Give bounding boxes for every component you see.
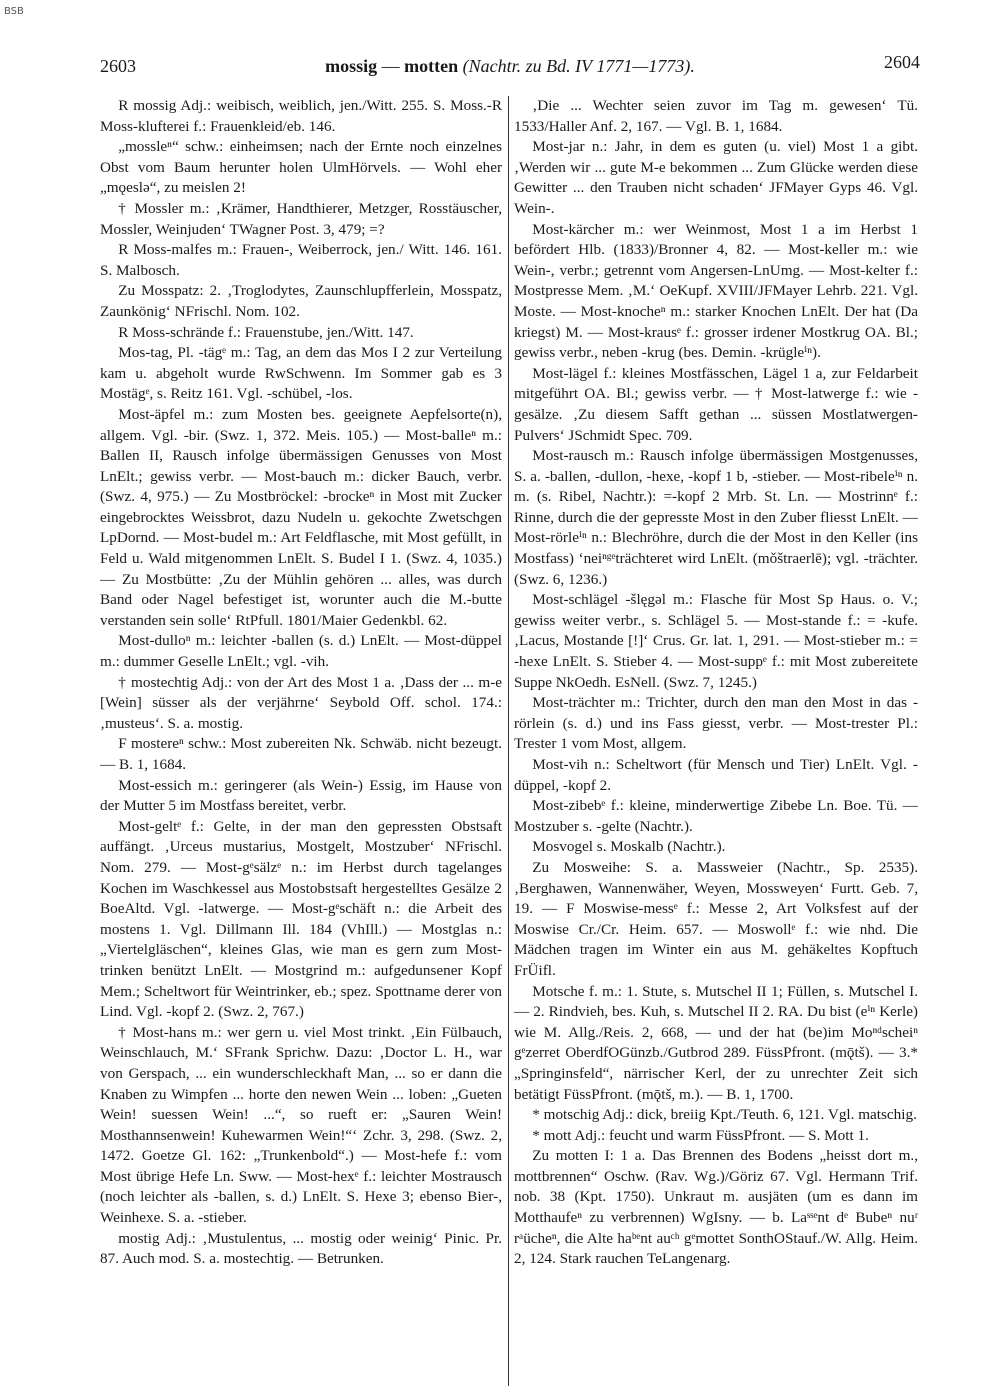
- entry: Most-rausch m.: Rausch infolge übermässigen Mostgenusses, S. a. -ballen, -dullon, -hexe, -kopf 1 b, -stieber. — Most-ribeleⁱⁿ n. m. (s. Ribel, Nachtr.): =-kopf 2 Mrb. St. Ln. — Mostrinnᵉ f.: Rinne, durch die der gepresste Most in den Zuber fliesst LnElt. — Most-rörleⁱⁿ n.: Blechröhre, durch die der Most in den Keller (ins Mostfass) ‘neiⁿᵍᵉträchteret wird LnElt. (mǒštraerlē); vgl. -trächter. (Swz. 6, 1236.): [514, 447, 918, 588]
- entry: R mossig Adj.: weibisch, weiblich, jen./Witt. 255. S. Moss.-R Moss-klufterei f.: Frauenkleid/eb. 146.: [100, 97, 502, 135]
- entry: „mossleⁿ“ schw.: einheimsen; nach der Ernte noch einzelnes Obst vom Baum herunter holen UlmHörvels. — Wohl eher „mǫeslə“, zu meislen 2!: [100, 138, 502, 197]
- entry: Most-zibebᵉ f.: kleine, minderwertige Zibebe Ln. Boe. Tü. — Mostzuber s. -gelte (Nachtr.).: [514, 797, 918, 835]
- page-number-right: 2604: [884, 52, 920, 72]
- entry: Most-kärcher m.: wer Weinmost, Most 1 a im Herbst 1 befördert Hlb. (1833)/Bronner 4, 82. — Most-keller m.: wie Wein-, verbr.; getrennt vom Angersen-LnUmg. — Most-kelter f.: Mostpresse Mem. ‚M.‘ OeKupf. XVIII/JFMayer Lehrb. 221. Vgl. Moste. — Most-knocheⁿ m.: starker Knochen LnElt. Der hat (Da kriegst) M. — Most-krausᵉ f.: grosser irdener Mostkrug OA. Bl.; gewiss verbr., neben -krug (bes. Demin. -krügleⁱⁿ).: [514, 220, 918, 362]
- entry: Most-jar n.: Jahr, in dem es guten (u. viel) Most 1 a gibt. ‚Werden wir ... gute M-e bekommen ... Zum Glücke werden diese Gewitter ... den Trauben nicht schaden‘ JFMayer Gyps 46. Vgl. Wein-.: [514, 138, 918, 217]
- running-head-note: (Nachtr. zu Bd. IV 1771—1773).: [462, 56, 695, 76]
- running-head: [100, 56, 920, 77]
- entry: † mostechtig Adj.: von der Art des Most 1 a. ‚Dass der ... m-e [Wein] süsser als der verjährne‘ Seybold Off. schol. 174.: ‚musteus‘. S. a. mostig.: [100, 673, 502, 732]
- entry: R Moss-schrände f.: Frauenstube, jen./Witt. 147.: [118, 323, 414, 341]
- entry: † Mossler m.: ‚Krämer, Handthierer, Metzger, Rosstäuscher, Mossler, Weinjuden‘ TWagner Post. 3, 479; =?: [100, 199, 502, 238]
- entry: Zu Mosweihe: S. a. Massweier (Nachtr., Sp. 2535). ‚Berghawen, Wannenwäher, Weyen, Mossweyen‘ Furtt. Geb. 7, 19. — F Moswise-messᵉ f.: Messe 2, Art Volksfest auf der Moswise Cr./Cr. Heim. 657. — Moswollᵉ f.: wie nhd. Die Mädchen tragen im Winter ein aus M. gehäkeltes Kopftuch FrÜifl.: [514, 858, 918, 979]
- entry: Mosvogel s. Moskalb (Nachtr.).: [532, 838, 726, 856]
- entry: F mostereⁿ schw.: Most zubereiten Nk. Schwäb. nicht bezeugt. — B. 1, 1684.: [100, 735, 502, 773]
- entry: † Most-hans m.: wer gern u. viel Most trinkt. ‚Ein Fülbauch, Weinschlauch, M.‘ SFrank Sprichw. Dazu: ‚Doctor L. H., war von Gerspach, ... ein wunderschleckhaft Man, ... so er dann die Knaben zu Wimpfen ... horte den newen Wein ... loben: „Gueten Wein! suessen Wein! ...“, so rueft er: „Sauren Wein! Mosthannsenwein! Kuhewarmen Wein!“‘ Zchr. 3, 298. (Swz. 2, 1472. Goetze Gl. 162: „Trunkenbold“.) — Most-hefe f.: vom Most übrige Hefe Ln. Sww. — Most-hexᵉ f.: leichter Mostrausch (noch leichter als -ballen, s. d.) LnElt. S. Hexe 3; ebenso Bier-, Weinhexe. S. a. -stieber.: [100, 1023, 502, 1227]
- page-header: [100, 52, 920, 78]
- entry: Zu Mosspatz: 2. ‚Troglodytes, Zaunschlupfferlein, Mosspatz, Zaunkönig‘ NFrischl. Nom. 102.: [100, 282, 502, 320]
- entry: Most-schlägel -šlęgəl m.: Flasche für Most Sp Haus. o. V.; gewiss weiter verbr., s. Schlägel 5. — Most-stande f.: = -kufe. ‚Lacus, Mostande [!]‘ Crus. Gr. lat. 1, 291. — Most-stieber m.: = -hexe LnElt. S. Stieber 4. — Most-suppᵉ f.: mit Most zubereitete Suppe NkOedh. EsNell. (Swz. 7, 1245.): [514, 591, 918, 691]
- entry: Most-lägel f.: kleines Mostfässchen, Lägel 1 a, zur Feldarbeit mitgeführt OA. Bl.; gewiss verbr. — † Most-latwerge f.: wie -gesälze. ‚Zu diesem Safft gethan ... süssen Mostlatwergen-Pulvers‘ JSchmidt Spec. 709.: [514, 364, 918, 444]
- right-column: [514, 96, 918, 1386]
- headword-from: mossig: [325, 56, 378, 76]
- entry: Most-dulloⁿ m.: leichter -ballen (s. d.) LnElt. — Most-düppel m.: dummer Geselle LnElt.; vgl. -vih.: [100, 632, 502, 671]
- entry: * mott Adj.: feucht und warm FüssPfront. — S. Mott 1.: [532, 1126, 869, 1144]
- running-head-dash: —: [381, 56, 400, 76]
- headword-to: motten: [404, 56, 459, 76]
- entry: Most-vih n.: Scheltwort (für Mensch und Tier) LnElt. Vgl. -düppel, -kopf 2.: [514, 756, 918, 794]
- entry: Zu motten I: 1 a. Das Brennen des Bodens „heisst dort m., mottbrennen“ Oschw. (Rav. Wg.)/Göriz 67. Vgl. Hermann Trif. nob. 38 (Kpt. 1750). Unkraut m. ausjäten (um es dann im Motthaufeⁿ zu verbrennen) WgIsny. — b. Laˢˢᵉnt dᵉ Bubeⁿ nuʳ rᵃücheⁿ, die Alte haᵇᵉnt auᶜʰ gᵉmottet SonthOStauf./W. Allg. Heim. 2, 124. Stark rauchen TeLangenarg.: [514, 1147, 918, 1268]
- entry: mostig Adj.: ‚Mustulentus, ... mostig oder weinig‘ Pinic. Pr. 87. Auch mod. S. a. mostechtig. — Betrunken.: [100, 1229, 502, 1268]
- entry: Most-trächter m.: Trichter, durch den man den Most in das -rörlein (s. d.) und ins Fass giesst, verbr. — Most-trester Pl.: Trester 1 vom Most, allgem.: [514, 694, 918, 753]
- entry: Most-geltᵉ f.: Gelte, in der man den gepressten Obstsaft auffängt. ‚Urceus mustarius, Mostgelt, Mostzuber‘ NFrischl. Nom. 279. — Most-gᵉsälzᵉ n.: im Herbst durch tagelanges Kochen im Waschkessel aus Mostobstsaft hergestelltes Gesälze 2 BoeAltd. Vgl. -latwerge. — Most-gᵉschäft n.: die Arbeit des mostens 1. Vgl. Dillmann Ill. 184 (VhIll.) — Mostglas n.: „Viertelgläschen“, kleines Glas, wie man es gern zum Most-trinken benützt LnElt. — Mostgrind m.: aufgedunsener Kopf Mem.; Scheltwort für Weintrinker, eb.; spez. Spottname derer von Lind. Vgl. -kopf 2. (Swz. 2, 767.): [100, 817, 502, 1021]
- entry: Most-essich m.: geringerer (als Wein-) Essig, im Hause von der Mutter 5 im Mostfass bereitet, verbr.: [100, 776, 502, 815]
- entry: Mos-tag, Pl. -tägᵉ m.: Tag, an dem das Mos I 2 zur Verteilung kam u. abgeholt wurde RwSchwenn. Im Sommer gab es 3 Mostägᵉ, s. Reitz 161. Vgl. -schübel, -los.: [100, 344, 502, 403]
- left-column: [100, 96, 502, 1386]
- entry: * motschig Adj.: dick, breiig Kpt./Teuth. 6, 121. Vgl. matschig.: [532, 1106, 917, 1124]
- column-divider: [508, 96, 509, 1386]
- entry: ‚Die ... Wechter seien zuvor im Tag m. gewesen‘ Tü. 1533/Haller Anf. 2, 167. — Vgl. B. 1, 1684.: [514, 97, 918, 135]
- library-stamp: BSB: [4, 6, 24, 17]
- page-number-left: 2603: [100, 56, 136, 76]
- entry: R Moss-malfes m.: Frauen-, Weiberrock, jen./ Witt. 146. 161. S. Malbosch.: [100, 241, 502, 279]
- entry: Most-äpfel m.: zum Mosten bes. geeignete Aepfelsorte(n), allgem. Vgl. -bir. (Swz. 1, 372. Meis. 105.) — Most-balleⁿ m.: Ballen II, Rausch infolge übermässigen Genusses von Most LnElt.; gewiss verbr. — Most-bauch m.: dicker Bauch, verbr. (Swz. 4, 975.) — Zu Mostbröckel: -brockeⁿ in Most mit Zucker eingebrocktes Weissbrot, dazu Nudeln u. gekochte Zwetschgen LpDornd. — Most-budel m.: Art Feldflasche, mit Most gefüllt, in Feld u. Wald mitgenommen LnElt. S. Budel I 1. (Swz. 4, 1035.) — Zu Mostbütte: ‚Zu der Mühlin gehören ... alles, was durch Band oder Nagel befestiget ist, worunter auch die M.-butte verstanden sein solle‘ RtPfull. 1801/Maier Gedenkbl. 62.: [100, 405, 502, 629]
- entry: Motsche f. m.: 1. Stute, s. Mutschel II 1; Füllen, s. Mutschel I. — 2. Rindvieh, bes. Kuh, s. Mutschel II 2. RA. Du bist (eⁱⁿ Kerle) wie M. Allg./Reis. 2, 668, — und der hat (be)im Moⁿᵈscheiⁿ gᵉzerret OberdfOGünzb./Gutbrod 289. FüssPfront. (mǭtš). — 3.* „Springinsfeld“, närrischer Kerl, der zu unrechter Zeit sich betätigt FüssPfront. (mǭtš, m.). — B. 1, 1700.: [514, 982, 918, 1103]
